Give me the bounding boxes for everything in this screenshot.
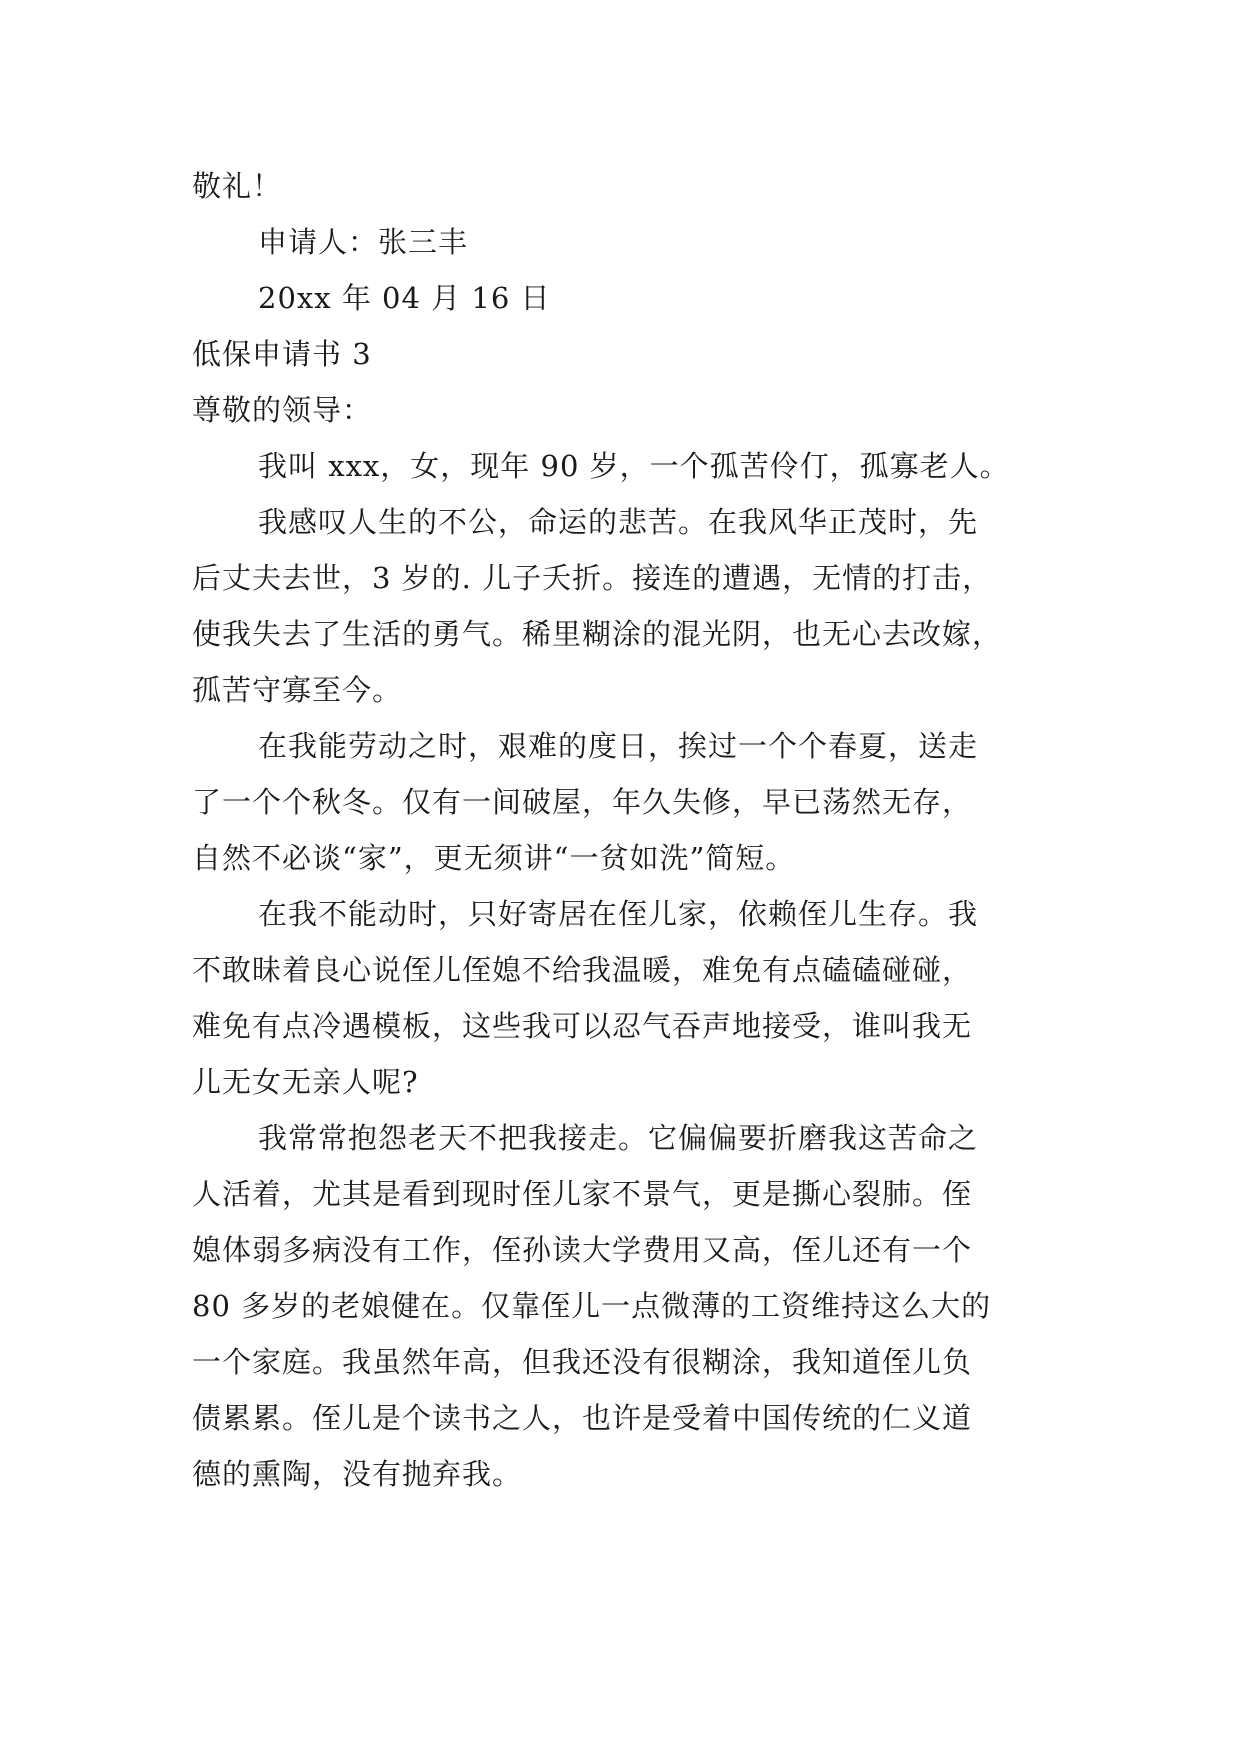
applicant-signature: 申请人：张三丰 [258,225,469,259]
paragraph-line: 德的熏陶，没有抛弃我。 [192,1457,523,1491]
paragraph-line: 自然不必谈“家”，更无须讲“一贫如洗”简短。 [192,841,796,875]
application-date: 20xx 年 04 月 16 日 [258,281,551,315]
paragraph-line: 在我不能动时，只好寄居在侄儿家，依赖侄儿生存。我 [258,897,979,931]
paragraph-line: 后丈夫去世，3 岁的. 儿子夭折。接连的遭遇，无情的打击， [192,561,993,595]
paragraph-line: 儿无女无亲人呢? [192,1065,419,1099]
paragraph-line: 难免有点冷遇模板，这些我可以忍气吞声地接受，谁叫我无 [192,1009,973,1043]
closing-salute: 敬礼！ [192,169,283,203]
document-title: 低保申请书 3 [192,337,372,371]
paragraph-line: 不敢昧着良心说侄儿侄媳不给我温暖，难免有点磕磕碰碰， [192,953,973,987]
paragraph-line: 人活着，尤其是看到现时侄儿家不景气，更是撕心裂肺。侄 [192,1177,973,1211]
paragraph-line: 使我失去了生活的勇气。稀里糊涂的混光阴，也无心去改嫁， [192,617,1003,651]
paragraph-line: 我叫 xxx，女，现年 90 岁，一个孤苦伶仃，孤寡老人。 [258,449,1010,483]
greeting: 尊敬的领导： [192,393,373,427]
paragraph-line: 了一个个秋冬。仅有一间破屋，年久失修，早已荡然无存， [192,785,973,819]
paragraph-line: 我常常抱怨老天不把我接走。它偏偏要折磨我这苦命之 [258,1121,979,1155]
paragraph-line: 80 多岁的老娘健在。仅靠侄儿一点微薄的工资维持这么大的 [192,1289,992,1323]
paragraph-line: 媳体弱多病没有工作，侄孙读大学费用又高，侄儿还有一个 [192,1233,973,1267]
paragraph-line: 我感叹人生的不公，命运的悲苦。在我风华正茂时，先 [258,505,979,539]
paragraph-line: 一个家庭。我虽然年高，但我还没有很糊涂，我知道侄儿负 [192,1345,973,1379]
paragraph-line: 债累累。侄儿是个读书之人，也许是受着中国传统的仁义道 [192,1401,973,1435]
paragraph-line: 在我能劳动之时，艰难的度日，挨过一个个春夏，送走 [258,729,979,763]
paragraph-line: 孤苦守寡至今。 [192,673,403,707]
